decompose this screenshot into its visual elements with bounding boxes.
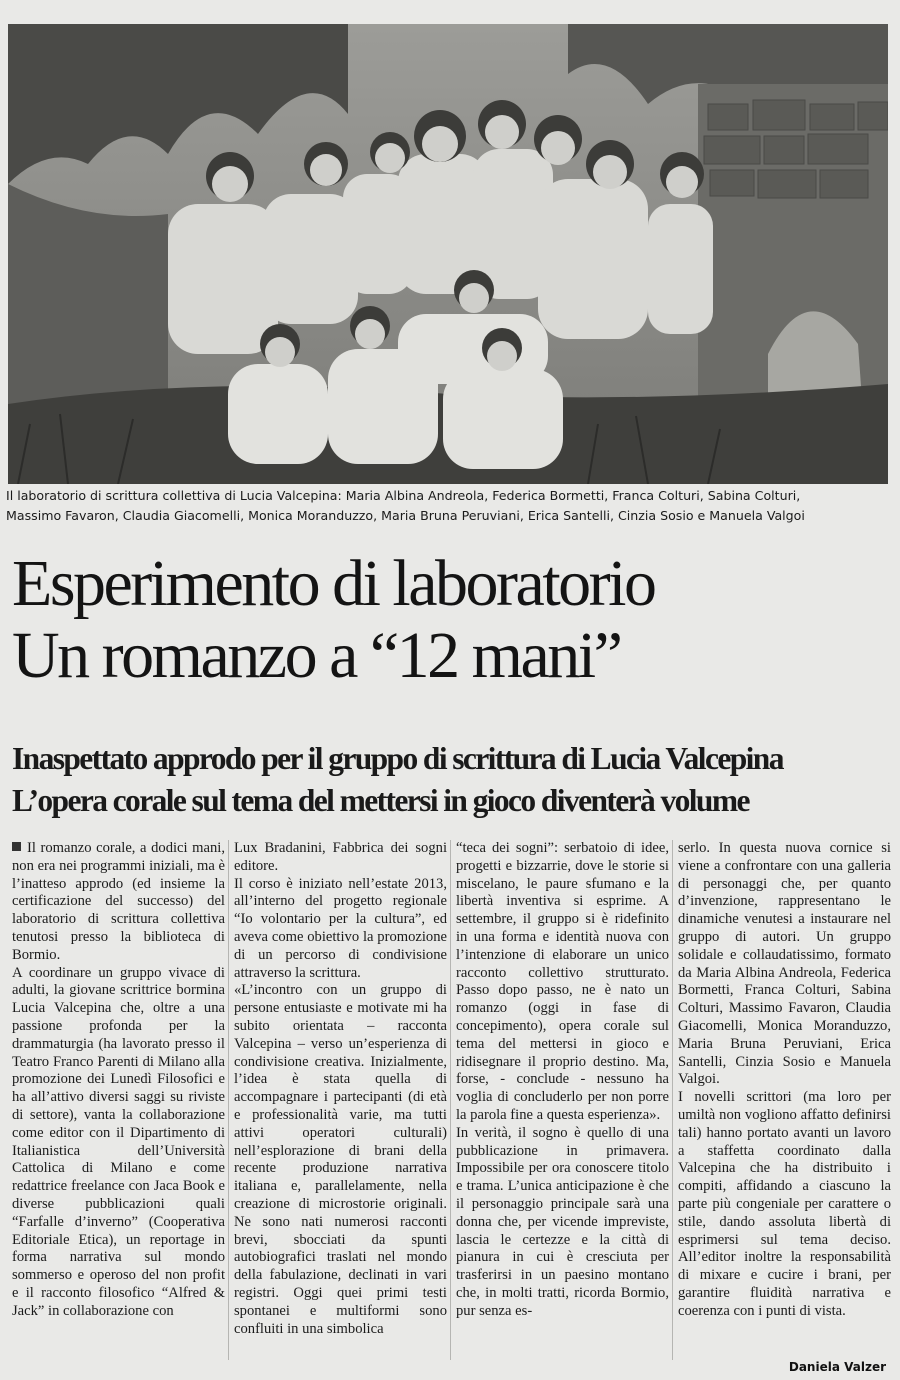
paragraph: Il corso è iniziato nell’estate 2013, all’interno del progetto regionale “Io volontario per la cultura”, ed aveva come obiettivo la promozione di un percorso di condivisione attraverso la scrittura. <box>234 875 447 981</box>
column-divider <box>672 840 673 1360</box>
headline-line: Esperimento di laboratorio <box>12 547 655 620</box>
group-photo <box>8 24 888 484</box>
caption-line: Il laboratorio di scrittura collettiva di Lucia Valcepina: Maria Albina Andreola, Federica Bormetti, Franca Colturi, Sabina Colturi, <box>6 488 801 503</box>
paragraph: “teca dei sogni”: serbatoio di idee, progetti e bizzarrie, dove le storie si miscelano, le paure sfumano e la libertà inventiva si esprime. A settembre, il gruppo si è ridefinito in una forma e identità nuova con l’intenzione di elaborare un unico racconto collettivo strutturato. Passo dopo passo, ne è nato un romanzo (oggi in fase di concepimento), opera corale sul tema del mettersi in gioco e ridisegnare il proprio destino. Ma, forse, - conclude - nessuno ha voglia di concluderlo per non porre la parola fine a questa esperienza». <box>456 840 669 1123</box>
photo-caption <box>6 486 892 526</box>
group-photo-image-icon <box>8 24 888 484</box>
paragraph: serlo. In questa nuova cornice si viene a confrontare con una galleria di personaggi che, per quanto d’invenzione, rappresentano le dinamiche venutesi a instaurare nel gruppo di autori. Un gruppo solidale e collaudatissimo, formato da Maria Albina Andreola, Federica Bormetti, Franca Colturi, Sabina Colturi, Massimo Favaron, Claudia Giacomelli, Monica Moranduzzo, Maria Bruna Peruviani, Erica Santelli, Cinzia Sosio e Manuela Valgoi. <box>678 840 891 1088</box>
paragraph: I novelli scrittori (ma loro per umiltà non vogliono affatto definirsi tali) hanno portato avanti un lavoro a staffetta coordinato dalla Valcepina che ha distribuito i compiti, affidando a ciascuno la parte più congeniale per carattere o stile, dando assoluta libertà di esprimersi sul tema deciso. All’editor inoltre la responsabilità di mixare e cucire i brani, per garantire fluidità narrativa e coerenza con i punti di vista. <box>678 1089 891 1319</box>
article-column-1 <box>12 840 225 1360</box>
headline <box>12 548 892 692</box>
square-bullet-icon <box>12 842 21 851</box>
subhead-line: Inaspettato approdo per il gruppo di scrittura di Lucia Valcepina <box>12 741 783 776</box>
author-byline: Daniela Valzer <box>788 1360 886 1374</box>
subheadline <box>12 738 892 822</box>
paragraph <box>12 840 225 965</box>
column-divider <box>228 840 229 1360</box>
column-divider <box>450 840 451 1360</box>
headline-line: Un romanzo a “12 mani” <box>12 619 621 692</box>
paragraph: «L’incontro con un gruppo di persone entusiaste e motivate mi ha subito orientata – racconta Valcepina – verso un’esperienza di condivisione creativa. Inizialmente, l’idea è stata quella di accompagnare i partecipanti (di età e professionalità varie, ma tutti attivi operatori culturali) nell’esplorazione di brani della recente produzione narrativa italiana e, parallelamente, nella creazione di microstorie originali. Ne sono nati numerosi racconti brevi, sbocciati da spunti autobiografici traslati nel mondo della fabulazione, declinati in vari registri. Oggi quei primi testi spontanei e multiformi sono confluiti in una simbolica <box>234 982 447 1337</box>
article-column-3 <box>456 840 669 1360</box>
paragraph: Lux Bradanini, Fabbrica dei sogni editore. <box>234 840 447 874</box>
paragraph: In verità, il sogno è quello di una pubblicazione in primavera. Impossibile per ora conoscere titolo e trama. L’unica anticipazione è che il personaggio principale sarà una donna che, per vicende impreviste, lascia le certezze e la città di pianura in cui è cresciuta per trasferirsi in un paesino montano che, in molti tratti, ricorda Bormio, pur senza es- <box>456 1124 669 1319</box>
article-column-4 <box>678 840 891 1360</box>
caption-line: Massimo Favaron, Claudia Giacomelli, Monica Moranduzzo, Maria Bruna Peruviani, Erica Santelli, Cinzia Sosio e Manuela Valgoi <box>6 508 805 523</box>
subhead-line: L’opera corale sul tema del mettersi in gioco diventerà volume <box>12 783 749 818</box>
paragraph: A coordinare un gruppo vivace di adulti, la giovane scrittrice bormina Lucia Valcepina che, oltre a una passione profonda per la drammaturgia (ha lavorato presso il Teatro Franco Parenti di Milano alla promozione dei Lunedì Filosofici e ha all’attivo diversi saggi su riviste di settore), vanta la collaborazione come editor con il Dipartimento di Italianistica dell’Università Cattolica di Milano e come redattrice freelance con Jaca Book e diverse pubblicazioni quali “Farfalle d’inverno” (Cooperativa Editoriale Etica), un reportage in forma narrativa sul mondo sommerso e operoso del non profit e il racconto filosofico “Alfred & Jack” in collaborazione con <box>12 964 225 1319</box>
article-column-2 <box>234 840 447 1360</box>
paragraph-text: Il romanzo corale, a dodici mani, non era nei programmi iniziali, ma è l’inatteso approdo (ed insieme la certificazione del successo) del laboratorio di scrittura collettiva tenutosi presso la biblioteca di Bormio. <box>12 840 225 963</box>
